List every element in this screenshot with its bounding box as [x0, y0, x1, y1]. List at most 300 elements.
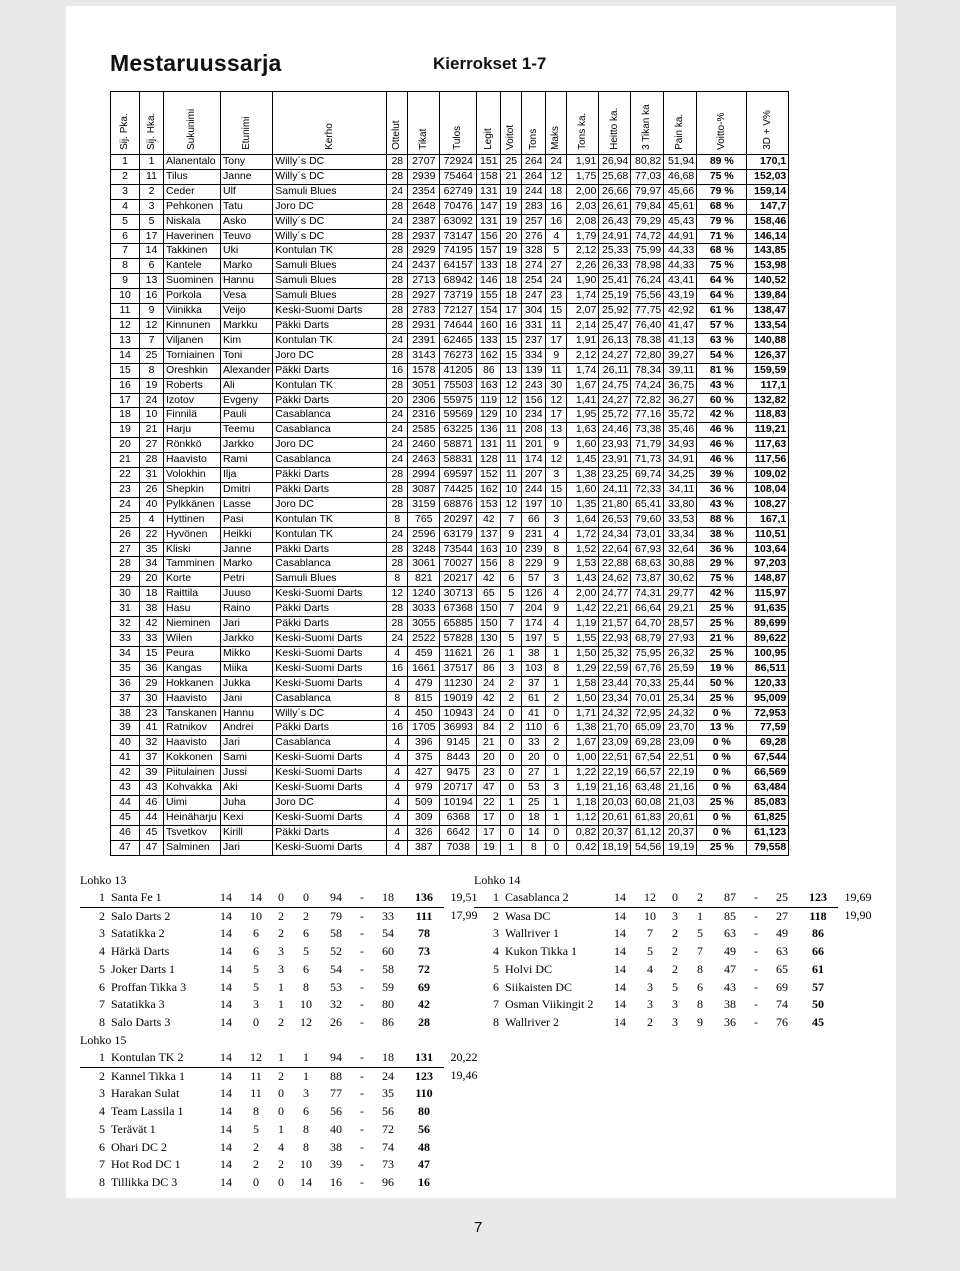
group-cell: 47 — [724, 961, 736, 976]
table-cell: 2306 — [408, 393, 440, 408]
group-cell: 57 — [812, 979, 824, 994]
group-cell: 8 — [493, 1014, 499, 1029]
table-cell: 79 % — [697, 184, 747, 199]
table-cell: Päkki Darts — [273, 482, 387, 497]
table-cell: 38 — [522, 646, 546, 661]
table-cell: 109,02 — [747, 468, 789, 483]
table-cell: 19019 — [440, 691, 477, 706]
table-cell: 821 — [408, 572, 440, 587]
table-cell: 30 — [546, 378, 567, 393]
group-cell: 19,90 — [844, 908, 872, 923]
group-cell: 5 — [493, 961, 499, 976]
table-cell: 36 — [140, 661, 164, 676]
table-cell: 0 — [546, 825, 567, 840]
table-cell: Keski-Suomi Darts — [273, 840, 387, 855]
table-cell: Casablanca — [273, 691, 387, 706]
table-cell: Päkki Darts — [273, 468, 387, 483]
table-cell: 15 — [501, 333, 522, 348]
table-cell: 1,43 — [567, 572, 599, 587]
column-header-label: Sij. Hka. — [145, 112, 157, 150]
table-cell: Teemu — [221, 423, 273, 438]
table-cell: 44 — [111, 795, 140, 810]
table-cell: 4 — [546, 527, 567, 542]
table-cell: 11 — [546, 363, 567, 378]
table-row — [111, 795, 789, 810]
group-cell: 73 — [418, 944, 430, 959]
group-cell: 5 — [99, 961, 105, 976]
group-cell: 54 — [382, 926, 394, 941]
table-cell: 304 — [522, 304, 546, 319]
table-cell: 24,34 — [599, 527, 631, 542]
table-cell: 26,66 — [599, 184, 631, 199]
group-row — [80, 996, 484, 1014]
table-cell: Tsvetkov — [164, 825, 221, 840]
table-cell: Kliski — [164, 542, 221, 557]
table-cell: 25,92 — [599, 304, 631, 319]
group-cell: 2 — [672, 926, 678, 941]
table-cell: 4 — [387, 766, 408, 781]
group-cell: 10 — [300, 1157, 312, 1172]
table-row — [111, 378, 789, 393]
table-cell: 36 % — [697, 482, 747, 497]
table-cell: 21 — [501, 169, 522, 184]
table-cell: 17 — [546, 408, 567, 423]
table-cell: 50 % — [697, 676, 747, 691]
table-cell: 21,16 — [599, 781, 631, 796]
table-cell: 8 — [501, 557, 522, 572]
group-cell: 0 — [292, 889, 320, 907]
table-cell: 24,91 — [599, 229, 631, 244]
table-cell: 74,31 — [631, 587, 664, 602]
table-row — [111, 438, 789, 453]
group-cell: 60 — [382, 944, 394, 959]
table-cell: 3 — [140, 199, 164, 214]
table-cell: 115,97 — [747, 587, 789, 602]
group-cell: Wallriver 1 — [505, 926, 560, 941]
group-cell: - — [360, 1014, 364, 1029]
table-cell: 42,92 — [664, 304, 697, 319]
table-cell: 427 — [408, 766, 440, 781]
table-cell: 19 % — [697, 661, 747, 676]
table-cell: 156 — [522, 393, 546, 408]
table-cell: Samuli Blues — [273, 572, 387, 587]
table-cell: 71 % — [697, 229, 747, 244]
table-cell: 68 % — [697, 199, 747, 214]
table-cell: Päkki Darts — [273, 825, 387, 840]
table-cell: 25,19 — [599, 289, 631, 304]
table-cell: 15 — [501, 348, 522, 363]
table-cell: 64157 — [440, 259, 477, 274]
column-header — [387, 92, 408, 155]
table-cell: 36 — [111, 676, 140, 691]
table-cell: 13 — [501, 363, 522, 378]
table-cell: Uki — [221, 244, 273, 259]
group-cell — [838, 979, 878, 997]
table-cell: 46 — [111, 825, 140, 840]
table-cell: 45 — [140, 825, 164, 840]
table-cell: 160 — [477, 318, 501, 333]
table-cell: 2 — [546, 736, 567, 751]
table-cell: 66 — [522, 512, 546, 527]
group-cell: 14 — [614, 997, 626, 1012]
group-cell: 5 — [253, 961, 259, 976]
group-cell: 52 — [330, 944, 342, 959]
table-cell: 37 — [522, 676, 546, 691]
column-header-label: Tikat — [417, 128, 429, 150]
table-cell: 156 — [477, 557, 501, 572]
group-cell: 49 — [724, 944, 736, 959]
column-header — [567, 92, 599, 155]
group-cell: 14 — [604, 889, 636, 907]
table-cell: 23 — [140, 706, 164, 721]
table-cell: 170,1 — [747, 155, 789, 170]
table-cell: 79 % — [697, 214, 747, 229]
table-cell: Miika — [221, 661, 273, 676]
group-row — [474, 925, 878, 943]
table-cell: 3 — [111, 184, 140, 199]
table-cell: 39,27 — [664, 348, 697, 363]
group-row — [80, 907, 484, 925]
table-cell: 14 — [111, 348, 140, 363]
table-cell: 1 — [111, 155, 140, 170]
table-cell: Päkki Darts — [273, 363, 387, 378]
table-cell: 28 — [387, 602, 408, 617]
group-cell: 72 — [418, 961, 430, 976]
group-cell: 5 — [303, 944, 309, 959]
group-cell: Osman Viikingit 2 — [505, 997, 594, 1012]
table-cell: Tilus — [164, 169, 221, 184]
table-cell: 46,68 — [664, 169, 697, 184]
table-cell: 28 — [387, 348, 408, 363]
table-cell: 1,79 — [567, 229, 599, 244]
table-cell: 69,28 — [747, 736, 789, 751]
table-cell: 1,53 — [567, 557, 599, 572]
group-cell: 14 — [220, 979, 232, 994]
table-cell: 25,68 — [599, 169, 631, 184]
group-cell: 10 — [644, 908, 656, 923]
table-cell: 12 — [501, 497, 522, 512]
table-cell: 2585 — [408, 423, 440, 438]
group-cell: 2 — [278, 926, 284, 941]
table-cell: 75,56 — [631, 289, 664, 304]
table-cell: 24 — [387, 214, 408, 229]
group-cell: 79 — [330, 908, 342, 923]
group-cell: 14 — [210, 889, 242, 907]
table-cell: Mikko — [221, 646, 273, 661]
table-cell: 43 — [111, 781, 140, 796]
table-cell: 45 — [111, 810, 140, 825]
table-cell: Porkola — [164, 289, 221, 304]
table-cell: 58831 — [440, 453, 477, 468]
group-cell: 66 — [812, 944, 824, 959]
table-cell: 32,64 — [664, 542, 697, 557]
group-cell: 47 — [418, 1157, 430, 1172]
group-cell: 7 — [493, 997, 499, 1012]
group-cell: 56 — [330, 1104, 342, 1119]
group-cell: 2 — [672, 961, 678, 976]
document-title: Mestaruussarja — [110, 50, 282, 76]
table-cell: 2 — [111, 169, 140, 184]
table-cell: 119 — [477, 393, 501, 408]
table-cell: 153,98 — [747, 259, 789, 274]
table-cell: Kangas — [164, 661, 221, 676]
table-cell: 387 — [408, 840, 440, 855]
group-cell: 14 — [220, 997, 232, 1012]
table-cell: 34,93 — [664, 438, 697, 453]
table-cell: Kexi — [221, 810, 273, 825]
group-cell: - — [360, 944, 364, 959]
group-cell: 5 — [99, 1121, 105, 1136]
group-cell: 1 — [697, 908, 703, 923]
group-cell — [444, 1139, 484, 1157]
table-cell: 131 — [477, 184, 501, 199]
table-cell: Jarkko — [221, 438, 273, 453]
group-cell: - — [360, 979, 364, 994]
table-cell: 18,19 — [599, 840, 631, 855]
group-cell: 5 — [253, 1121, 259, 1136]
table-cell: 28 — [387, 378, 408, 393]
table-row — [111, 482, 789, 497]
table-cell: Ali — [221, 378, 273, 393]
table-cell: 65 — [477, 587, 501, 602]
table-cell: 25 % — [697, 795, 747, 810]
column-header-label: Sij. Pka. — [119, 113, 130, 150]
table-cell: 21 % — [697, 632, 747, 647]
table-cell: 2783 — [408, 304, 440, 319]
table-cell: 1,67 — [567, 736, 599, 751]
table-cell: 12 — [546, 453, 567, 468]
group-cell: Casablanca 2 — [502, 889, 604, 907]
group-cell: 38 — [330, 1139, 342, 1154]
table-cell: 35 — [111, 661, 140, 676]
table-cell: 7 — [501, 617, 522, 632]
table-cell: 68 % — [697, 244, 747, 259]
table-cell: 8 — [522, 840, 546, 855]
table-cell: 1,41 — [567, 393, 599, 408]
table-cell: 7 — [111, 244, 140, 259]
table-cell: 11621 — [440, 646, 477, 661]
table-cell: 75 % — [697, 572, 747, 587]
table-cell: Peura — [164, 646, 221, 661]
table-cell: 146 — [477, 274, 501, 289]
group-cell: - — [360, 908, 364, 923]
table-cell: Casablanca — [273, 423, 387, 438]
group-cell: 12 — [300, 1014, 312, 1029]
table-cell: 117,63 — [747, 438, 789, 453]
group-cell: 6 — [99, 979, 105, 994]
table-cell: 34,11 — [664, 482, 697, 497]
table-cell: 33,34 — [664, 527, 697, 542]
table-cell: 11 — [501, 468, 522, 483]
table-cell: Hyttinen — [164, 512, 221, 527]
group-cell: 111 — [415, 908, 433, 923]
table-cell: 77,16 — [631, 408, 664, 423]
group-cell: 2 — [278, 1157, 284, 1172]
group-cell: 2 — [278, 1068, 284, 1083]
table-cell: 1,91 — [567, 333, 599, 348]
table-cell: Jukka — [221, 676, 273, 691]
group-cell: 0 — [664, 889, 686, 907]
group-cell: 8 — [697, 997, 703, 1012]
table-cell: 119,21 — [747, 423, 789, 438]
group-cell — [838, 925, 878, 943]
table-cell: 25 — [501, 155, 522, 170]
table-cell: 75464 — [440, 169, 477, 184]
table-cell: 46 — [140, 795, 164, 810]
table-cell: 1,90 — [567, 274, 599, 289]
table-cell: 2391 — [408, 333, 440, 348]
table-cell: 509 — [408, 795, 440, 810]
group-cell: 63 — [724, 926, 736, 941]
table-cell: 24 — [140, 393, 164, 408]
group-cell: 19,46 — [450, 1068, 478, 1083]
table-cell: 65885 — [440, 617, 477, 632]
table-cell: 28 — [387, 557, 408, 572]
table-cell: 78,38 — [631, 333, 664, 348]
table-cell: 11 — [111, 304, 140, 319]
table-cell: Kinnunen — [164, 318, 221, 333]
table-cell: 11 — [140, 169, 164, 184]
table-cell: 19 — [501, 199, 522, 214]
table-cell: Pauli — [221, 408, 273, 423]
table-cell: 4 — [387, 676, 408, 691]
table-cell: 72,82 — [631, 393, 664, 408]
table-cell: Casablanca — [273, 736, 387, 751]
table-cell: Pehkonen — [164, 199, 221, 214]
table-cell: 21,16 — [664, 781, 697, 796]
table-cell: 30 — [111, 587, 140, 602]
table-cell: 20 — [522, 751, 546, 766]
table-cell: 0 % — [697, 706, 747, 721]
table-cell: 10 — [140, 408, 164, 423]
table-cell: 1,19 — [567, 781, 599, 796]
table-cell: 4 — [546, 617, 567, 632]
table-cell: 74,24 — [631, 378, 664, 393]
group-cell: 123 — [798, 889, 838, 907]
table-cell: 1,71 — [567, 706, 599, 721]
table-cell: 15 — [546, 482, 567, 497]
group-row — [80, 1121, 484, 1139]
table-cell: 1,18 — [567, 795, 599, 810]
table-cell: Kantele — [164, 259, 221, 274]
group-cell: 2 — [253, 1139, 259, 1154]
table-cell: 46 % — [697, 438, 747, 453]
group-cell: 3 — [672, 997, 678, 1012]
column-header — [697, 92, 747, 155]
table-row — [111, 840, 789, 855]
group-cell: 14 — [300, 1174, 312, 1189]
table-cell: Ratnikov — [164, 721, 221, 736]
table-cell: Korte — [164, 572, 221, 587]
table-cell: Haavisto — [164, 736, 221, 751]
table-cell: 6 — [501, 572, 522, 587]
table-cell: 12 — [501, 393, 522, 408]
table-cell: 3143 — [408, 348, 440, 363]
group-table — [474, 889, 878, 1032]
group-cell: - — [754, 908, 758, 923]
group-cell: 14 — [210, 1049, 242, 1067]
group-cell: 1 — [278, 1121, 284, 1136]
standings-table — [110, 91, 789, 856]
column-header — [408, 92, 440, 155]
table-cell: 26,61 — [599, 199, 631, 214]
table-cell: 9 — [546, 438, 567, 453]
table-cell: 70027 — [440, 557, 477, 572]
table-cell: Asko — [221, 214, 273, 229]
group-cell: 27 — [776, 908, 788, 923]
table-cell: 31 — [111, 602, 140, 617]
group-cell: 6 — [303, 926, 309, 941]
group-cell: 49 — [776, 926, 788, 941]
table-cell: 110,51 — [747, 527, 789, 542]
table-cell: 0 % — [697, 810, 747, 825]
table-cell: 47 — [140, 840, 164, 855]
table-cell: 17 — [477, 810, 501, 825]
table-row — [111, 184, 789, 199]
table-cell: 25 % — [697, 840, 747, 855]
table-cell: 0 — [501, 825, 522, 840]
table-cell: 28,57 — [664, 617, 697, 632]
group-cell: 38 — [724, 997, 736, 1012]
table-cell: Joro DC — [273, 497, 387, 512]
group-cell: 2 — [672, 944, 678, 959]
group-cell: - — [754, 997, 758, 1012]
table-cell: 1,64 — [567, 512, 599, 527]
group-cell: 80 — [418, 1104, 430, 1119]
table-cell: 27 — [140, 438, 164, 453]
table-cell: 20,03 — [599, 795, 631, 810]
group-cell: 73 — [382, 1157, 394, 1172]
group-cell: 6 — [253, 944, 259, 959]
table-cell: 42 — [477, 512, 501, 527]
table-cell: 4 — [387, 781, 408, 796]
table-cell: 75,99 — [631, 244, 664, 259]
table-cell: 7 — [501, 602, 522, 617]
table-cell: 3 — [546, 572, 567, 587]
table-cell: 29,77 — [664, 587, 697, 602]
group-cell: 18 — [372, 1049, 404, 1067]
group-cell: Wasa DC — [505, 908, 551, 923]
table-cell: 133 — [477, 259, 501, 274]
table-cell: 60,08 — [631, 795, 664, 810]
group-cell: 14 — [614, 908, 626, 923]
table-cell: 152 — [477, 468, 501, 483]
table-cell: Evgeny — [221, 393, 273, 408]
group-cell: 5 — [647, 944, 653, 959]
group-cell: 58 — [382, 961, 394, 976]
table-cell: 44 — [140, 810, 164, 825]
table-cell: Volokhin — [164, 468, 221, 483]
table-cell: 1,45 — [567, 453, 599, 468]
table-cell: Keski-Suomi Darts — [273, 676, 387, 691]
table-cell: 0 — [546, 840, 567, 855]
group-row — [80, 979, 484, 997]
table-cell: 43 % — [697, 497, 747, 512]
table-cell: 23,93 — [599, 438, 631, 453]
table-cell: Keski-Suomi Darts — [273, 661, 387, 676]
table-cell: 55975 — [440, 393, 477, 408]
table-cell: Tatu — [221, 199, 273, 214]
table-cell: 36 % — [697, 542, 747, 557]
table-cell: 78,98 — [631, 259, 664, 274]
group-cell: 1 — [278, 997, 284, 1012]
table-cell: 28 — [387, 289, 408, 304]
group-cell: 50 — [812, 997, 824, 1012]
table-cell: 63,484 — [747, 781, 789, 796]
group-cell: 6 — [493, 979, 499, 994]
table-cell: 1705 — [408, 721, 440, 736]
table-cell: 28 — [387, 229, 408, 244]
